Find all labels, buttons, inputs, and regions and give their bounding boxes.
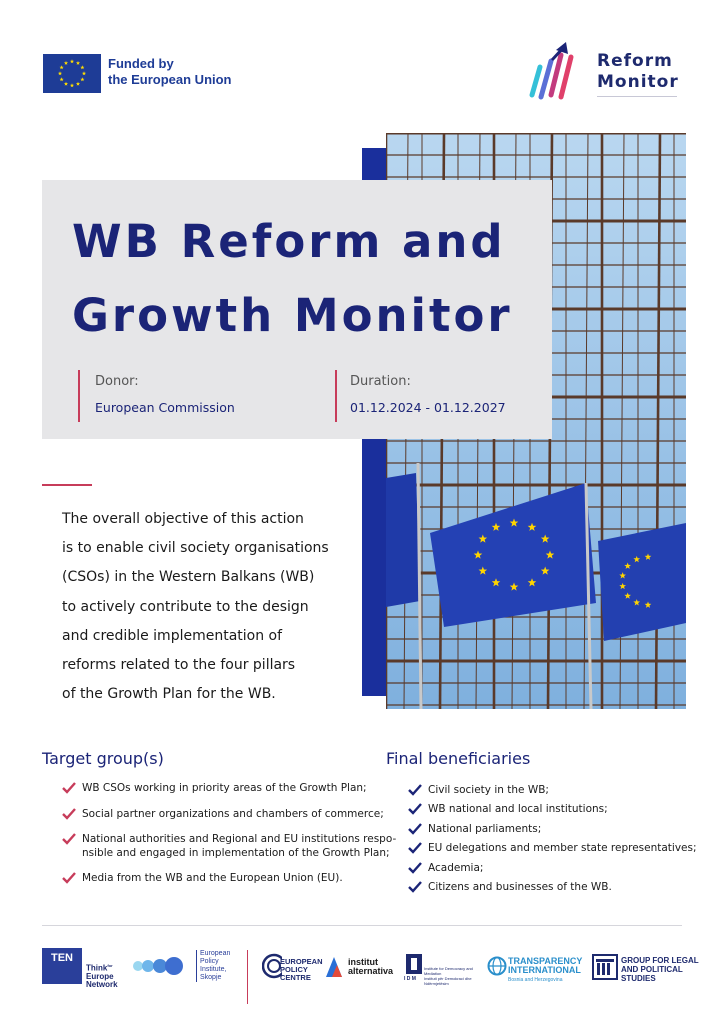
epi-name-line: European	[200, 950, 231, 957]
objective-line: (CSOs) in the Western Balkans (WB)	[62, 569, 315, 586]
navy-check-icon	[408, 881, 422, 893]
navy-check-icon	[408, 803, 422, 815]
glps-name-line: AND POLITICAL	[621, 965, 683, 974]
ti-name-line: TRANSPARENCY	[508, 956, 583, 966]
list-item	[408, 881, 612, 895]
institut-alternativa-name	[348, 958, 393, 976]
section-divider	[42, 484, 92, 486]
item-text: WB CSOs working in priority areas of the Growth Plan;	[82, 782, 367, 794]
item-text: Media from the WB and the European Union (EU).	[82, 872, 343, 884]
item-text: WB national and local institutions;	[428, 803, 608, 815]
eu-flag-icon	[43, 54, 101, 93]
epc-logo-icon	[262, 952, 282, 980]
list-item	[62, 808, 384, 822]
navy-check-icon	[408, 784, 422, 796]
epi-name-line: Skopje	[200, 974, 222, 981]
ten-name-line: Network	[86, 979, 118, 989]
final-beneficiaries-heading: Final beneficiaries	[386, 749, 531, 768]
ten-name-line: Think	[86, 963, 108, 973]
list-item	[408, 803, 608, 817]
glps-name	[621, 956, 699, 983]
epi-name-line: Institute,	[200, 966, 227, 973]
list-item	[408, 823, 541, 837]
target-groups-heading: Target group(s)	[42, 749, 164, 768]
item-text: Social partner organizations and chambers of commerce;	[82, 808, 384, 820]
idm-name-line: Instituti për Demokraci dhe Ndërmjetësim	[424, 976, 472, 986]
title-line-2: Growth Monitor	[72, 289, 513, 342]
navy-check-icon	[408, 842, 422, 854]
objective-line: of the Growth Plan for the WB.	[62, 686, 276, 703]
page-title	[72, 205, 513, 353]
ten-name-sup: for	[107, 963, 113, 968]
item-text: National parliaments;	[428, 823, 542, 835]
list-item	[408, 784, 549, 798]
ten-logo	[42, 948, 82, 984]
epc-name-line: CENTRE	[280, 973, 311, 982]
list-item	[62, 782, 367, 796]
red-check-icon	[62, 833, 76, 845]
objective-text	[62, 505, 352, 709]
funded-line-2: the European Union	[108, 72, 232, 87]
idm-name	[424, 966, 484, 986]
list-item	[62, 872, 343, 886]
red-check-icon	[62, 808, 76, 820]
duration-value: 01.12.2024 - 01.12.2027	[350, 400, 506, 415]
ten-name	[86, 962, 118, 989]
brand-line-2: Monitor	[597, 72, 679, 92]
idm-logo-icon	[405, 953, 423, 975]
duration-accent-bar	[335, 370, 337, 422]
transparency-globe-icon	[487, 956, 507, 976]
funded-line-1: Funded by	[108, 56, 174, 71]
duration-label: Duration:	[350, 374, 411, 389]
epc-name	[280, 958, 323, 982]
red-check-icon	[62, 872, 76, 884]
footer-divider	[42, 925, 682, 926]
objective-line: to actively contribute to the design	[62, 598, 309, 615]
glps-name-line: GROUP FOR LEGAL	[621, 956, 699, 965]
item-text: Citizens and businesses of the WB.	[428, 881, 612, 893]
donor-label: Donor:	[95, 374, 139, 389]
funded-by-eu-text	[108, 56, 232, 88]
glps-name-line: STUDIES	[621, 974, 656, 983]
donor-accent-bar	[78, 370, 80, 422]
rising-arrow-bars-icon	[526, 40, 596, 102]
transparency-name	[508, 957, 582, 975]
epc-name-line: EUROPEAN	[280, 957, 323, 966]
institut-alternativa-icon	[324, 955, 346, 979]
objective-line: is to enable civil society organisations	[62, 540, 329, 557]
ten-abbr: TEN	[51, 952, 73, 964]
title-line-1: WB Reform and	[72, 215, 506, 268]
navy-check-icon	[408, 823, 422, 835]
ia-name-line: alternativa	[348, 966, 394, 976]
objective-line: The overall objective of this action	[62, 511, 304, 527]
reform-monitor-wordmark	[597, 51, 679, 93]
navy-check-icon	[408, 862, 422, 874]
epc-name-line: POLICY	[280, 965, 308, 974]
list-item	[62, 833, 396, 860]
transparency-subtitle: Bosnia and Herzegovina	[508, 977, 563, 983]
list-item	[408, 862, 483, 876]
item-text: EU delegations and member state representatives;	[428, 842, 697, 854]
red-check-icon	[62, 782, 76, 794]
brand-line-1: Reform	[597, 51, 673, 71]
brand-underline	[597, 96, 677, 97]
idm-name-line: Institute for Democracy and Mediation	[424, 966, 473, 976]
epi-name-line: Policy	[200, 958, 219, 965]
glps-logo-icon	[592, 954, 618, 980]
item-text: nsible and engaged in implementation of the Growth Plan;	[82, 846, 390, 859]
objective-line: reforms related to the four pillars	[62, 657, 296, 674]
item-text: Civil society in the WB;	[428, 784, 549, 796]
ti-name-line: INTERNATIONAL	[508, 965, 581, 975]
item-text: National authorities and Regional and EU institutions respo-	[82, 833, 397, 845]
list-item	[408, 842, 697, 856]
footer-separator	[247, 950, 248, 1004]
ia-name-line: institut	[348, 957, 378, 967]
ten-name-line: Europe	[86, 971, 114, 981]
epi-name	[196, 950, 230, 982]
epi-logo-icon	[132, 952, 192, 980]
objective-line: and credible implementation of	[62, 627, 283, 644]
item-text: Academia;	[428, 862, 484, 874]
donor-value: European Commission	[95, 400, 235, 415]
idm-letters: I D M	[404, 976, 416, 982]
